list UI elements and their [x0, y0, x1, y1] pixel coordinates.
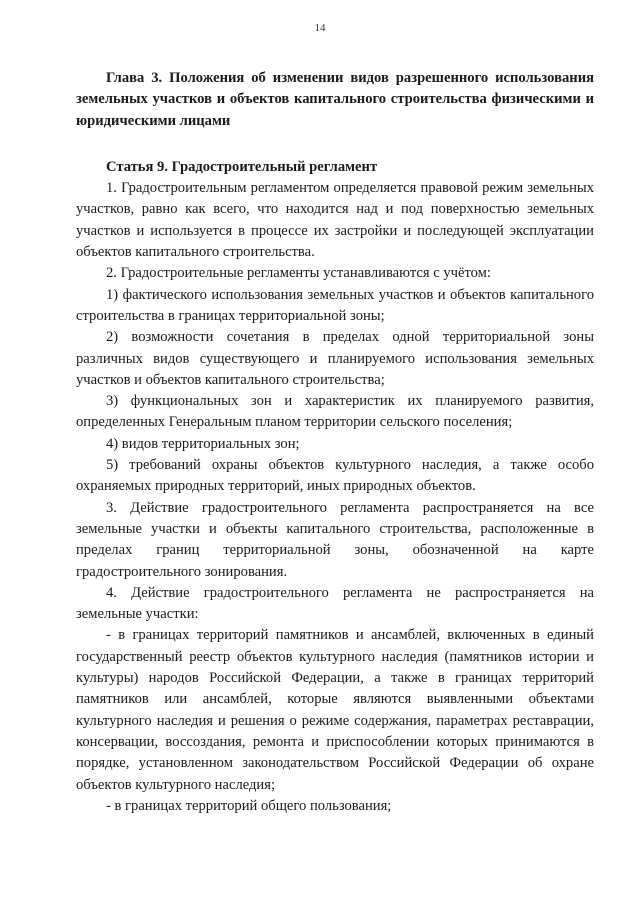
paragraph-4: 4. Действие градостроительного регламента не распространяется на земельные участки: — [76, 584, 594, 623]
page-number: 14 — [314, 22, 326, 34]
chapter-title: Глава 3. Положения об изменении видов разрешенного использования земельных участков и объектов капитального строительства физическими и юридическими лицами — [76, 70, 594, 129]
list-item-1: 1) фактического использования земельных участков и объектов капитального строительства в границах территориальной зоны; — [76, 286, 594, 324]
list-item-5: 5) требований охраны объектов культурного наследия, а также особо охраняемых природных территорий, иных природных объектов. — [76, 457, 594, 495]
article-title: Статья 9. Градостроительный регламент — [106, 158, 378, 175]
list-item-2: 2) возможности сочетания в пределах одной территориальной зоны различных видов существующего и планируемого использования земельных участков и объектов капитального строительства; — [76, 329, 594, 388]
list-item-4: 4) видов территориальных зон; — [106, 435, 300, 452]
paragraph-3: 3. Действие градостроительного регламента распространяется на все земельные участки и объекты капитального строительства, расположенные в пределах границ территориальной зоны, обозначенной на карте градостроительного зонирования. — [76, 499, 594, 580]
document-body — [76, 68, 594, 817]
paragraph-2: 2. Градостроительные регламенты устанавливаются с учётом: — [106, 265, 491, 282]
list-item-3: 3) функциональных зон и характеристик их планируемого развития, определенных Генеральным планом территории сельского поселения; — [76, 393, 594, 431]
dash-item-2: - в границах территорий общего пользования; — [106, 797, 392, 814]
dash-item-1: - в границах территорий памятников и ансамблей, включенных в единый государственный реестр объектов культурного наследия (памятников истории и культуры) народов Российской Федерации, а также в границах территорий памятников или ансамблей, которые являются выявленными объектами культурного наследия и решения о режиме содержания, параметрах реставрации, консервации, воссоздания, ремонта и приспособлении которых принимаются в порядке, установленном законодательством Российской Федерации об охране объектов культурного наследия; — [76, 627, 594, 793]
paragraph-1: 1. Градостроительным регламентом определяется правовой режим земельных участков, равно как всего, что находится над и под поверхностью земельных участков и используется в процессе их застройки и последующей эксплуатации объектов капитального строительства. — [76, 180, 594, 261]
